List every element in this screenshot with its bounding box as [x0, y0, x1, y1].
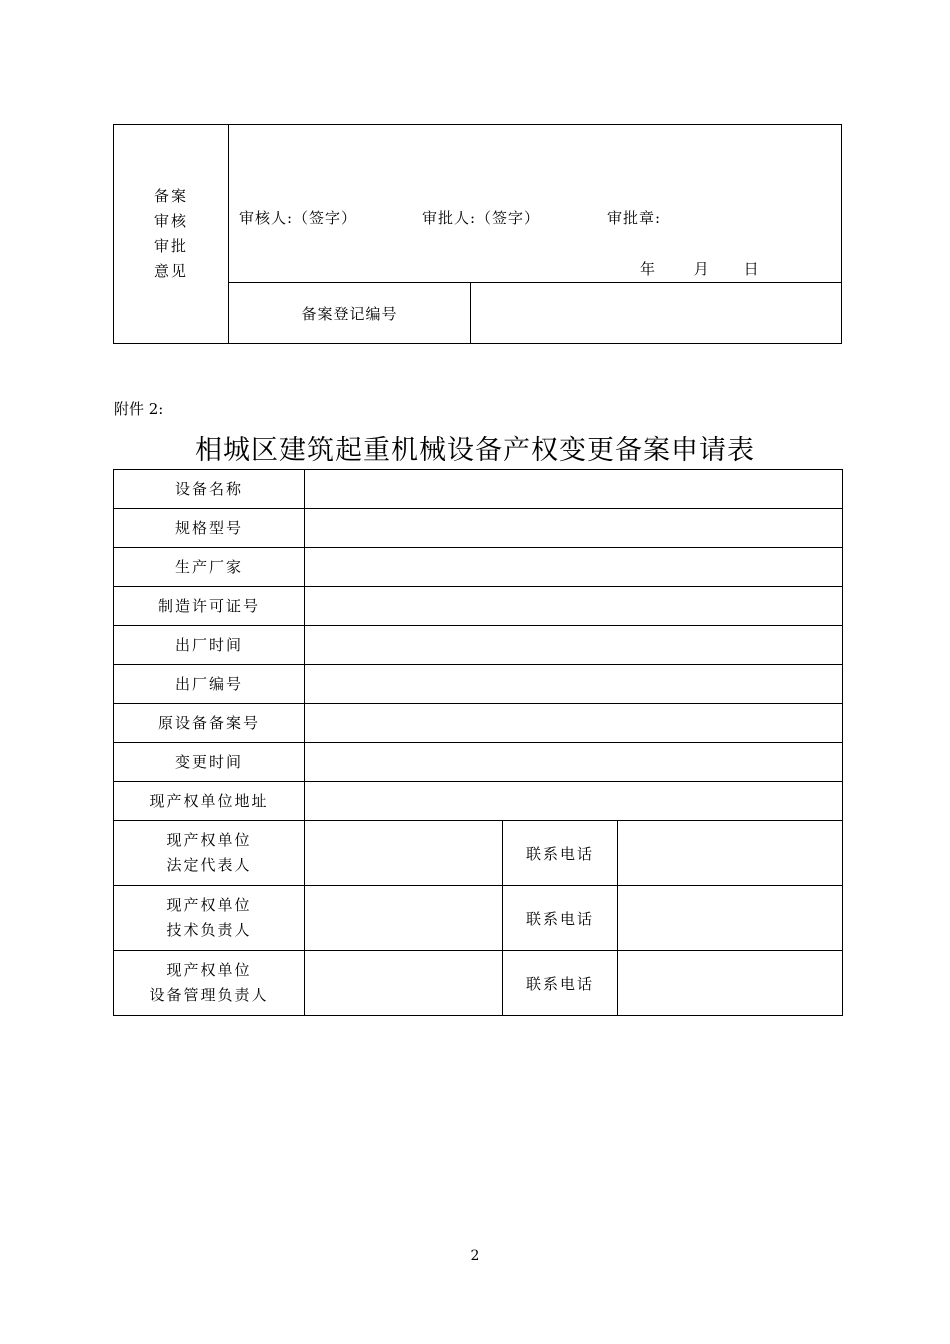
contact-label-technical-lead	[114, 886, 305, 951]
form-row	[114, 626, 843, 665]
contact-label-line: 法定代表人	[166, 856, 252, 874]
approver-signature-label: 审批人:（签字）	[422, 209, 541, 227]
form-title: 相城区建筑起重机械设备产权变更备案申请表	[195, 435, 755, 466]
field-value-original-record-number[interactable]	[305, 704, 843, 743]
field-value-manufacture-date[interactable]	[305, 626, 843, 665]
contact-label-line: 设备管理负责人	[149, 986, 269, 1004]
equipment-manager-phone-field[interactable]	[618, 951, 843, 1016]
phone-label: 联系电话	[503, 886, 618, 951]
review-opinion-table	[113, 124, 842, 344]
contact-label-equipment-manager	[114, 951, 305, 1016]
field-label-manufacture-date: 出厂时间	[114, 626, 305, 665]
field-label-manufacturer: 生产厂家	[114, 548, 305, 587]
contact-label-legal-representative	[114, 821, 305, 886]
contact-row	[114, 886, 843, 951]
field-value-manufacturer[interactable]	[305, 548, 843, 587]
form-row	[114, 704, 843, 743]
review-label-line: 审批	[153, 237, 188, 255]
field-label-serial-number: 出厂编号	[114, 665, 305, 704]
form-row	[114, 782, 843, 821]
contact-label-line: 现产权单位	[166, 896, 252, 914]
approval-date	[640, 258, 759, 279]
contact-label-line: 技术负责人	[166, 921, 252, 939]
phone-label: 联系电话	[503, 951, 618, 1016]
form-row	[114, 665, 843, 704]
contact-row	[114, 951, 843, 1016]
review-label-line: 备案	[153, 187, 188, 205]
review-label-line: 意见	[153, 262, 188, 280]
review-label-line: 审核	[153, 212, 188, 230]
field-value-owner-address[interactable]	[305, 782, 843, 821]
form-row	[114, 509, 843, 548]
field-label-owner-address: 现产权单位地址	[114, 782, 305, 821]
registration-number-field[interactable]	[471, 283, 842, 344]
technical-lead-name-field[interactable]	[305, 886, 503, 951]
field-value-serial-number[interactable]	[305, 665, 843, 704]
reviewer-signature-label: 审核人:（签字）	[239, 209, 358, 227]
legal-representative-name-field[interactable]	[305, 821, 503, 886]
field-value-change-date[interactable]	[305, 743, 843, 782]
form-row	[114, 743, 843, 782]
property-change-form	[113, 469, 843, 1016]
review-section-label	[114, 125, 229, 344]
contact-label-line: 现产权单位	[166, 961, 252, 979]
field-value-model[interactable]	[305, 509, 843, 548]
field-label-equipment-name: 设备名称	[114, 470, 305, 509]
form-row	[114, 548, 843, 587]
date-month-label: 月	[693, 260, 709, 278]
signature-area[interactable]	[229, 125, 842, 283]
attachment-label: 附件 2:	[114, 400, 164, 418]
date-day-label: 日	[743, 260, 759, 278]
field-label-license-number: 制造许可证号	[114, 587, 305, 626]
field-value-license-number[interactable]	[305, 587, 843, 626]
field-label-change-date: 变更时间	[114, 743, 305, 782]
field-label-model: 规格型号	[114, 509, 305, 548]
form-row	[114, 587, 843, 626]
registration-number-label: 备案登记编号	[229, 283, 471, 344]
page-number: 2	[470, 1248, 480, 1264]
contact-label-line: 现产权单位	[166, 831, 252, 849]
phone-label: 联系电话	[503, 821, 618, 886]
equipment-manager-name-field[interactable]	[305, 951, 503, 1016]
date-year-label: 年	[640, 260, 656, 278]
approval-seal-label: 审批章:	[607, 209, 662, 227]
contact-row	[114, 821, 843, 886]
field-label-original-record-number: 原设备备案号	[114, 704, 305, 743]
field-value-equipment-name[interactable]	[305, 470, 843, 509]
form-row	[114, 470, 843, 509]
technical-lead-phone-field[interactable]	[618, 886, 843, 951]
legal-representative-phone-field[interactable]	[618, 821, 843, 886]
